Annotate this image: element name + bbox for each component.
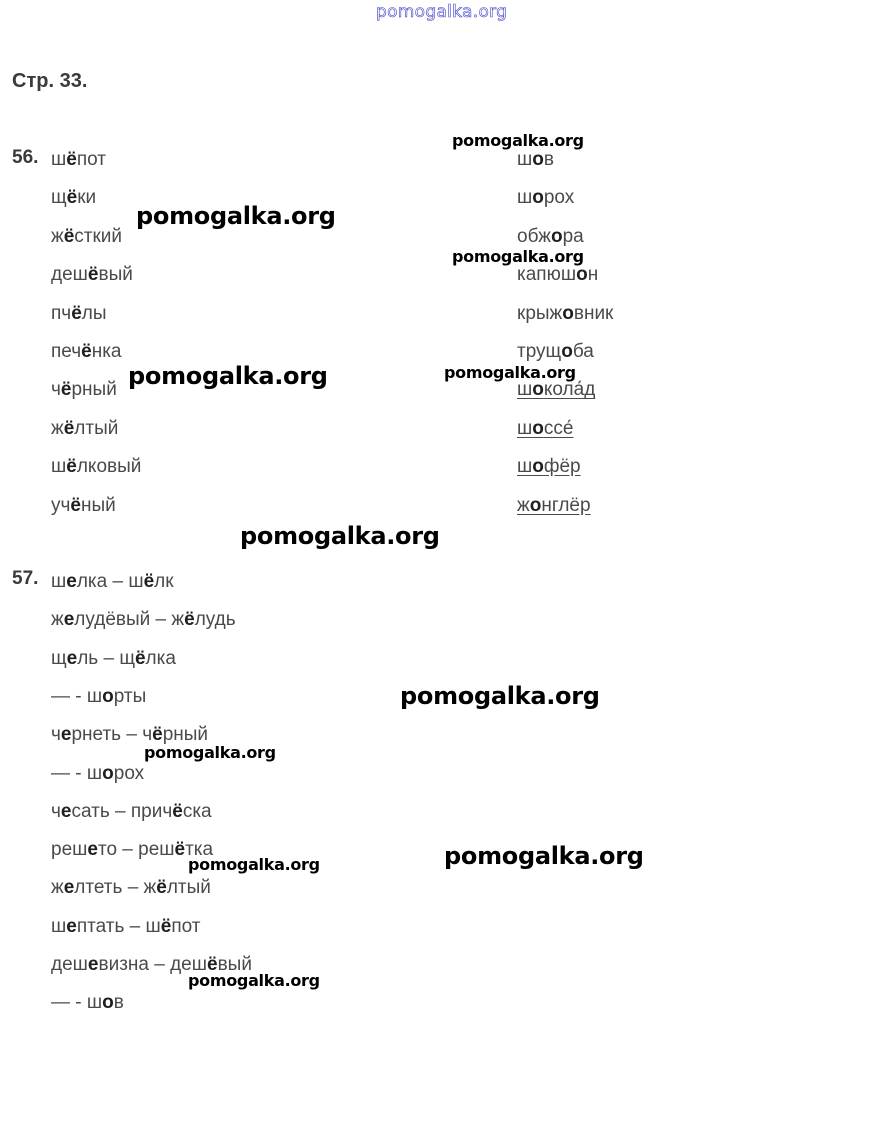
word-part: ба: [572, 341, 594, 362]
word-part: ч: [51, 379, 61, 401]
word-part: рох: [113, 762, 145, 784]
highlighted-letter: е: [63, 609, 75, 631]
watermark: pomogalka.org: [444, 842, 644, 870]
word-part: ш: [51, 571, 67, 592]
word-item: [517, 417, 573, 441]
word-pair: [51, 647, 176, 671]
highlighted-letter: о: [550, 225, 563, 247]
highlighted-letter: о: [102, 685, 114, 707]
word-part: лтеть – ж: [74, 877, 157, 899]
page-heading: Стр. 33.: [12, 70, 88, 92]
highlighted-letter: о: [102, 762, 114, 784]
watermark: pomogalka.org: [128, 362, 328, 390]
highlighted-letter: ё: [172, 800, 183, 822]
word-part: сткий: [74, 225, 123, 247]
word-part: ч: [51, 724, 61, 746]
word-item: [517, 148, 554, 172]
word-part: рох: [543, 187, 575, 209]
word-part: лковый: [76, 456, 142, 478]
word-part: — - ш: [51, 685, 103, 707]
site-link[interactable]: pomogalka.org: [376, 2, 508, 22]
highlighted-letter: ё: [70, 494, 81, 516]
highlighted-letter: ё: [160, 915, 172, 937]
word-item: [51, 225, 122, 249]
highlighted-letter: о: [529, 494, 542, 516]
word-part: деш: [51, 954, 88, 975]
word-part: — - ш: [51, 992, 103, 1014]
highlighted-letter: ё: [66, 149, 77, 170]
highlighted-letter: е: [60, 724, 72, 746]
word-part: тка: [185, 839, 214, 861]
word-item: [51, 494, 116, 518]
word-part: лтый: [166, 877, 211, 899]
word-pair: [51, 608, 236, 632]
highlighted-letter: ё: [206, 954, 218, 975]
highlighted-letter: ё: [60, 379, 72, 401]
word-part: лка: [145, 647, 176, 669]
highlighted-letter: ё: [156, 877, 167, 899]
word-part: лудёвый – ж: [74, 609, 185, 631]
highlighted-letter: о: [561, 341, 573, 362]
word-pair: [51, 685, 146, 709]
word-part: рнеть – ч: [71, 724, 153, 746]
word-part: фёр: [543, 456, 581, 478]
word-part: вый: [217, 954, 252, 975]
highlighted-letter: о: [562, 302, 574, 324]
word-part: ж: [51, 877, 64, 899]
word-item: [517, 225, 584, 249]
word-part: ч: [51, 800, 61, 822]
word-item: [517, 340, 594, 364]
highlighted-letter: ё: [87, 264, 99, 286]
highlighted-letter: о: [102, 992, 114, 1014]
word-part: вник: [573, 302, 614, 324]
word-item: [517, 263, 598, 287]
word-pair: [51, 991, 124, 1015]
word-item: [51, 263, 133, 287]
highlighted-letter: е: [66, 647, 78, 669]
highlighted-letter: о: [532, 379, 544, 401]
watermark: pomogalka.org: [452, 247, 584, 266]
word-part: ж: [51, 225, 64, 247]
highlighted-letter: о: [532, 456, 544, 478]
word-part: трущ: [517, 341, 562, 362]
word-part: ш: [517, 456, 533, 478]
highlighted-letter: о: [576, 264, 588, 286]
word-part: печ: [51, 341, 82, 362]
word-part: ш: [51, 149, 67, 170]
watermark: pomogalka.org: [452, 131, 584, 150]
word-part: реш: [51, 839, 88, 861]
highlighted-letter: е: [66, 915, 77, 937]
word-part: пот: [76, 149, 106, 170]
highlighted-letter: е: [63, 877, 75, 899]
watermark: pomogalka.org: [144, 743, 276, 762]
word-part: то – реш: [97, 839, 175, 861]
word-part: ж: [51, 609, 64, 631]
highlighted-letter: е: [66, 571, 77, 592]
word-part: обж: [517, 225, 551, 247]
word-item: [517, 455, 581, 479]
word-item: [51, 378, 117, 402]
word-part: нглёр: [541, 494, 591, 516]
highlighted-letter: о: [532, 417, 544, 439]
word-part: лк: [154, 571, 174, 592]
word-item: [517, 186, 574, 210]
word-pair: [51, 915, 200, 939]
word-part: лтый: [74, 417, 119, 439]
word-part: кола́д: [543, 379, 596, 401]
highlighted-letter: ё: [143, 571, 155, 592]
word-part: ки: [77, 187, 97, 209]
watermark: pomogalka.org: [400, 682, 600, 710]
word-part: — - ш: [51, 762, 103, 784]
word-item: [51, 148, 106, 172]
word-item: [51, 417, 118, 441]
word-item: [51, 186, 96, 210]
word-part: уч: [51, 494, 71, 516]
highlighted-letter: е: [60, 800, 72, 822]
word-part: ш: [517, 379, 533, 401]
word-part: рный: [162, 724, 209, 746]
word-part: ж: [51, 417, 64, 439]
word-part: ска: [182, 800, 212, 822]
word-item: [51, 340, 122, 364]
word-part: лы: [81, 302, 107, 324]
word-item: [517, 302, 613, 326]
word-part: сать – прич: [71, 800, 173, 822]
highlighted-letter: ё: [63, 225, 75, 247]
word-part: в: [543, 149, 554, 170]
highlighted-letter: ё: [66, 187, 78, 209]
word-pair: [51, 876, 211, 900]
word-part: крыж: [517, 302, 563, 324]
highlighted-letter: е: [87, 839, 98, 861]
word-part: нка: [91, 341, 122, 362]
highlighted-letter: ё: [152, 724, 163, 746]
highlighted-letter: ё: [174, 839, 186, 861]
highlighted-letter: ё: [134, 647, 146, 669]
word-pair: [51, 762, 144, 786]
word-part: ш: [51, 915, 67, 937]
watermark: pomogalka.org: [444, 363, 576, 382]
word-part: ра: [562, 225, 584, 247]
word-item: [517, 494, 591, 518]
word-part: ный: [80, 494, 116, 516]
word-part: рты: [113, 685, 147, 707]
highlighted-letter: о: [532, 149, 544, 170]
watermark: pomogalka.org: [240, 522, 440, 550]
highlighted-letter: ё: [63, 417, 75, 439]
word-part: птать – ш: [76, 915, 161, 937]
word-pair: [51, 800, 212, 824]
word-part: ссе́: [543, 417, 574, 439]
highlighted-letter: о: [532, 187, 544, 209]
word-pair: [51, 570, 174, 594]
word-part: деш: [51, 264, 88, 286]
word-part: визна – деш: [98, 954, 207, 975]
watermark: pomogalka.org: [188, 855, 320, 874]
word-part: н: [587, 264, 599, 286]
watermark: pomogalka.org: [136, 202, 336, 230]
exercise-number: 56.: [12, 147, 39, 168]
watermark: pomogalka.org: [188, 971, 320, 990]
word-part: ш: [517, 417, 533, 439]
highlighted-letter: ё: [81, 341, 92, 362]
highlighted-letter: ё: [66, 456, 77, 478]
word-part: ль – щ: [77, 647, 135, 669]
word-part: лка – ш: [76, 571, 144, 592]
word-part: пот: [171, 915, 201, 937]
word-item: [51, 302, 107, 326]
word-part: в: [113, 992, 124, 1014]
word-part: пч: [51, 302, 72, 324]
word-part: вый: [98, 264, 133, 286]
word-item: [51, 455, 141, 479]
word-part: ш: [517, 149, 533, 170]
word-part: лудь: [194, 609, 236, 631]
highlighted-letter: е: [87, 954, 99, 975]
word-part: капюш: [517, 264, 577, 286]
word-part: щ: [51, 187, 67, 209]
word-part: рный: [71, 379, 117, 401]
word-part: ш: [517, 187, 533, 209]
word-part: ш: [51, 456, 67, 478]
word-part: щ: [51, 647, 67, 669]
highlighted-letter: ё: [184, 609, 195, 631]
exercise-number: 57.: [12, 568, 39, 589]
highlighted-letter: ё: [71, 302, 82, 324]
word-part: ж: [517, 494, 530, 516]
